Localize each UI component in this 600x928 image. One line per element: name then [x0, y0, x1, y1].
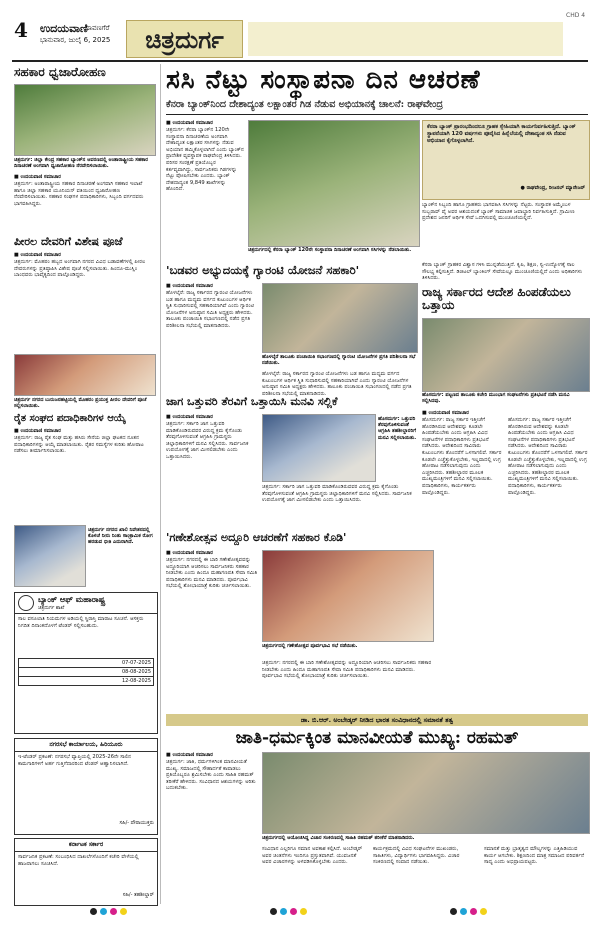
bottom-headline: ಜಾತಿ-ಧರ್ಮಕ್ಕಿಂತ ಮಾನವೀಯತೆ ಮುಖ್ಯ: ರಹಮತ್ [235, 728, 519, 748]
news-photo [14, 525, 86, 587]
notice-body: ಸಾರ್ವಜನಿಕ ಪ್ರಕಟಣೆ: ಸಂಬಂಧಿಸಿದ ದಾಖಲೆಗಳೊಂದಿಗೆ ಕಚೇರಿ ವೇಳೆಯಲ್ಲಿ ಹಾಜರಾಗಲು ಸೂಚಿಸಿದೆ. [18, 854, 139, 867]
story-byline: ■ ಉದಯವಾಣಿ ಸಮಾಚಾರ [422, 410, 469, 416]
quote-attribution: ● ರಾಘವೇಂದ್ರ, ರೀಜನಲ್ ಮ್ಯಾನೇಜರ್ [520, 185, 585, 191]
story-byline: ■ ಉದಯವಾಣಿ ಸಮಾಚಾರ [14, 174, 61, 180]
news-photo [14, 354, 156, 396]
bank-logo-icon [18, 595, 34, 611]
story-body: ಚಿತ್ರದುರ್ಗ: ರಾಜ್ಯ ರೈತ ಸಂಘ ಮತ್ತು ಹಸಿರು ಸೇನೆಯ ಜಿಲ್ಲಾ ಘಟಕದ ನೂತನ ಪದಾಧಿಕಾರಿಗಳನ್ನು ಆಯ್ಕೆ ಮಾಡಲಾಯಿತು. ರೈತರ ಸಮಸ್ಯೆಗಳ ಕುರಿತು ಹೋರಾಟ ನಡೆಸಲು ತೀರ್ಮಾನಿಸಲಾಯಿತು. [14, 435, 144, 455]
pull-quote [422, 120, 590, 200]
story-body: ಚಿತ್ರದುರ್ಗ: ಜಾತಿ, ಧರ್ಮಗಳಿಗಿಂತ ಮಾನವೀಯತೆ ಮುಖ್ಯ. ಸಮಾಜದಲ್ಲಿ ಸೌಹಾರ್ದತೆ ಕಾಪಾಡಲು ಪ್ರತಿಯೊಬ್ಬರೂ ಶ್ರಮಿಸಬೇಕು ಎಂದು ಸಾಹಿತಿ ರಹಮತ್ ತರೀಕೆರೆ ಹೇಳಿದರು. ಸಂವಿಧಾನದ ಆಶಯಗಳನ್ನು ಅರಿತು ಬದುಕಬೇಕು. [166, 759, 256, 792]
story-body-continued: ಚಿತ್ರದುರ್ಗ: ಸರ್ಕಾರಿ ಜಾಗ ಒತ್ತುವರಿ ಮಾಡಿಕೊಂಡಿರುವವರ ವಿರುದ್ಧ ಕ್ರಮ ಕೈಗೊಂಡು ತೆರವುಗೊಳಿಸುವಂತೆ ಆಗ್ರಹಿಸಿ ಗ್ರಾಮಸ್ಥರು ಜಿಲ್ಲಾಧಿಕಾರಿಗಳಿಗೆ ಮನವಿ ಸಲ್ಲಿಸಿದರು. ಸಾರ್ವಜನಿಕ ಉಪಯೋಗಕ್ಕೆ ಜಾಗ ಮೀಸಲಿಡಬೇಕು ಎಂದು ಒತ್ತಾಯಿಸಿದರು. [262, 484, 412, 504]
notice-title: ಕರ್ನಾಟಕ ಸರ್ಕಾರ [15, 839, 157, 852]
notice-date: 08-08-2025 [19, 668, 153, 677]
story-body-continued: ಸಂವಿಧಾನ ಎಲ್ಲರಿಗೂ ಸಮಾನ ಅವಕಾಶ ಕಲ್ಪಿಸಿದೆ. ಅಂಬೇಡ್ಕರ್ ಅವರ ಚಿಂತನೆಗಳು ಇಂದಿಗೂ ಪ್ರಸ್ತುತವಾಗಿವೆ. ಯುವಜನತೆ ಅವರ ವಿಚಾರಗಳನ್ನು ಅಳವಡಿಸಿಕೊಳ್ಳಬೇಕು ಎಂದರು. [262, 846, 363, 866]
lead-rule [166, 114, 588, 115]
notice-signature: ಸಹಿ/- ತಹಶೀಲ್ದಾರ್ [122, 892, 154, 898]
story-body: ಚಿತ್ರದುರ್ಗ: ನಗರದಲ್ಲಿ ಈ ಬಾರಿ ಗಣೇಶೋತ್ಸವವನ್ನು ಅದ್ದೂರಿಯಾಗಿ ಆಚರಿಸಲು ಸಾರ್ವಜನಿಕರು ಸಹಕಾರ ನೀಡಬೇಕು ಎಂದು ಹಿಂದೂ ಮಹಾಗಣಪತಿ ಸೇವಾ ಸಮಿತಿ ಪದಾಧಿಕಾರಿಗಳು ಮನವಿ ಮಾಡಿದರು. ಪೂರ್ವಭಾವಿ ಸಭೆಯಲ್ಲಿ ಶೋಭಾಯಾತ್ರೆ ಕುರಿತು ಚರ್ಚಿಸಲಾಯಿತು. [166, 557, 258, 590]
page-number: 4 [14, 18, 28, 42]
story-byline: ■ ಉದಯವಾಣಿ ಸಮಾಚಾರ [166, 283, 213, 289]
story-body-continued: ಚಿತ್ರದುರ್ಗ: ನಗರದಲ್ಲಿ ಈ ಬಾರಿ ಗಣೇಶೋತ್ಸವವನ್ನು ಅದ್ದೂರಿಯಾಗಿ ಆಚರಿಸಲು ಸಾರ್ವಜನಿಕರು ಸಹಕಾರ ನೀಡಬೇಕು ಎಂದು ಹಿಂದೂ ಮಹಾಗಣಪತಿ ಸೇವಾ ಸಮಿತಿ ಪದಾಧಿಕಾರಿಗಳು ಮನವಿ ಮಾಡಿದರು. ಪೂರ್ವಭಾವಿ ಸಭೆಯಲ್ಲಿ ಶೋಭಾಯಾತ್ರೆ ಕುರಿತು ಚರ್ಚಿಸಲಾಯಿತು. [262, 660, 432, 680]
story-body: ಹೊಸದುರ್ಗ: ರಾಜ್ಯ ಸರ್ಕಾರ ಇತ್ತೀಚೆಗೆ ಹೊರಡಿಸಿರುವ ಆದೇಶವನ್ನು ಕೂಡಲೇ ಹಿಂಪಡೆಯಬೇಕು ಎಂದು ಆಗ್ರಹಿಸಿ ವಿವಿಧ ಸಂಘಟನೆಗಳ ಪದಾಧಿಕಾರಿಗಳು ಪ್ರತಿಭಟನೆ ನಡೆಸಿದರು. ಆದೇಶದಿಂದ ಸಾವಿರಾರು ಕುಟುಂಬಗಳು ತೊಂದರೆಗೆ ಒಳಗಾಗಲಿವೆ. ಸರ್ಕಾರ ಕೂಡಲೇ ಎಚ್ಚೆತ್ತುಕೊಳ್ಳಬೇಕು, ಇಲ್ಲವಾದಲ್ಲಿ ಉಗ್ರ ಹೋರಾಟ ನಡೆಸಲಾಗುವುದು ಎಂದು ಎಚ್ಚರಿಸಿದರು. ತಹಶೀಲ್ದಾರರ ಮೂಲಕ ಮುಖ್ಯಮಂತ್ರಿಗಳಿಗೆ ಮನವಿ ಸಲ್ಲಿಸಲಾಯಿತು. ಪದಾಧಿಕಾರಿಗಳು, ಕಾರ್ಯಕರ್ತರು ಪಾಲ್ಗೊಂಡಿದ್ದರು. [422, 417, 502, 496]
photo-caption: ಚಿತ್ರದುರ್ಗ: ಜಿಲ್ಲಾ ಕೇಂದ್ರ ಸಹಕಾರ ಬ್ಯಾಂಕ್‌ನ ಆವರಣದಲ್ಲಿ ಅಂತಾರಾಷ್ಟ್ರೀಯ ಸಹಕಾರ ದಿನಾಚರಣೆ ಅಂಗವಾಗಿ ಧ್ವಜಾರೋಹಣ ನೆರವೇರಿಸಲಾಯಿತು. [14, 157, 149, 170]
registration-marks [450, 908, 487, 915]
story-byline: ■ ಉದಯವಾಣಿ ಸಮಾಚಾರ [14, 428, 61, 434]
story-headline: ರೈತ ಸಂಘದ ಪದಾಧಿಕಾರಿಗಳ ಆಯ್ಕೆ [14, 413, 126, 424]
bottom-kicker: ಡಾ. ಬಿ.ಆರ್. ಅಂಬೇಡ್ಕರ್ ನೀಡಿದ ಭಾರತ ಸಂವಿಧಾನದಲ್ಲಿ ಸಮಾನತೆ ತತ್ವ [300, 716, 454, 724]
bank-name: ಬ್ಯಾಂಕ್ ಆಫ್ ಮಹಾರಾಷ್ಟ್ರ [38, 595, 105, 604]
lead-caption: ಚಿತ್ರದುರ್ಗದಲ್ಲಿ ಕೆನರಾ ಬ್ಯಾಂಕ್ 120ನೇ ಸಂಸ್ಥಾಪನಾ ದಿನಾಚರಣೆ ಅಂಗವಾಗಿ ಸಸಿಗಳನ್ನು ನೆಡಲಾಯಿತು. [248, 247, 412, 253]
bottom-kicker-strip [166, 714, 588, 726]
news-photo [262, 283, 418, 353]
story-byline: ■ ಉದಯವಾಣಿ ಸಮಾಚಾರ [14, 252, 61, 258]
story-byline: ■ ಉದಯವಾಣಿ ಸಮಾಚಾರ [166, 550, 213, 556]
municipal-notice [14, 738, 158, 835]
photo-caption: ಹೊಸದುರ್ಗ: ಒತ್ತುವರಿ ತೆರವುಗೊಳಿಸುವಂತೆ ಆಗ್ರಹಿಸಿ ತಹಶೀಲ್ದಾರರಿಗೆ ಮನವಿ ಸಲ್ಲಿಸಲಾಯಿತು. [378, 416, 417, 441]
notice-date: 07-07-2025 [19, 659, 153, 668]
photo-caption: ಹೊಸದುರ್ಗ: ಪಟ್ಟಣದ ತಾಲೂಕು ಕಚೇರಿ ಮುಂಭಾಗ ಸಂಘಟನೆಗಳು ಪ್ರತಿಭಟನೆ ನಡೆಸಿ ಮನವಿ ಸಲ್ಲಿಸಿದವು. [422, 392, 570, 405]
story-body: ಚಿತ್ರದುರ್ಗ: ಅಂತಾರಾಷ್ಟ್ರೀಯ ಸಹಕಾರ ದಿನಾಚರಣೆ ಅಂಗವಾಗಿ ಸಹಕಾರ ಇಲಾಖೆ ಹಾಗೂ ಜಿಲ್ಲಾ ಸಹಕಾರ ಯೂನಿಯನ್ ವತಿಯಿಂದ ಧ್ವಜಾರೋಹಣ ನೆರವೇರಿಸಲಾಯಿತು. ಸಹಕಾರ ಸಂಘಗಳ ಪದಾಧಿಕಾರಿಗಳು, ಸಿಬ್ಬಂದಿ ವರ್ಗದವರು ಭಾಗವಹಿಸಿದ್ದರು. [14, 181, 144, 207]
registration-marks [90, 908, 127, 915]
story-headline: 'ಗಣೇಶೋತ್ಸವ ಅದ್ದೂರಿ ಆಚರಣೆಗೆ ಸಹಕಾರ ಕೊಡಿ' [166, 531, 347, 544]
story-body-continued: ಸಮಾನತೆ ಮತ್ತು ಭ್ರಾತೃತ್ವದ ಮೌಲ್ಯಗಳನ್ನು ಎತ್ತಿಹಿಡಿಯುವ ಕಾರ್ಯ ಆಗಬೇಕು. ಶಿಕ್ಷಣದಿಂದ ಮಾತ್ರ ಸಮಾಜದ ಪರಿವರ್ತನೆ ಸಾಧ್ಯ ಎಂದು ಅಭಿಪ್ರಾಯಪಟ್ಟರು. [484, 846, 585, 866]
story-byline: ■ ಉದಯವಾಣಿ ಸಮಾಚಾರ [166, 752, 213, 758]
lead-body-continued: ಕೆನರಾ ಬ್ಯಾಂಕ್ ಗ್ರಾಹಕರ ವಿಶ್ವಾಸ ಗಳಿಸಿ ಮುನ್ನಡೆಯುತ್ತಿದೆ. ಕೃಷಿ, ಶಿಕ್ಷಣ, ಸ್ವ-ಉದ್ಯೋಗಕ್ಕೆ ಸಾಲ ಸೌಲಭ್ಯ ಕಲ್ಪಿಸುತ್ತಿದೆ. ಡಿಜಿಟಲ್ ಬ್ಯಾಂಕಿಂಗ್ ಸೇವೆಯಲ್ಲೂ ಮುಂಚೂಣಿಯಲ್ಲಿದೆ ಎಂದು ಅಧಿಕಾರಿಗಳು ತಿಳಿಸಿದರು. [422, 262, 583, 282]
photo-caption: ಚಿತ್ರದುರ್ಗದಲ್ಲಿ ಗಣೇಶೋತ್ಸವ ಪೂರ್ವಭಾವಿ ಸಭೆ ನಡೆಯಿತು. [262, 643, 358, 649]
photo-caption: ಚಿತ್ರದುರ್ಗ ನಗರದ ಬುರುಜನಹಟ್ಟಿಯಲ್ಲಿ ಮೊಹರಂ ಪ್ರಯುಕ್ತ ಪೀರಲ ದೇವರಿಗೆ ಪೂಜೆ ಸಲ್ಲಿಸಲಾಯಿತು. [14, 397, 147, 410]
story-body-continued: ಕಾರ್ಯಕ್ರಮದಲ್ಲಿ ವಿವಿಧ ಸಂಘಟನೆಗಳ ಮುಖಂಡರು, ಸಾಹಿತಿಗಳು, ವಿದ್ಯಾರ್ಥಿಗಳು ಭಾಗವಹಿಸಿದ್ದರು. ವಿಚಾರ ಸಂಕಿರಣದಲ್ಲಿ ಸಂವಾದ ನಡೆಯಿತು. [373, 846, 460, 866]
story-body: ಚಿತ್ರದುರ್ಗ: ಮೊಹರಂ ಹಬ್ಬದ ಅಂಗವಾಗಿ ನಗರದ ವಿವಿಧ ಬಡಾವಣೆಗಳಲ್ಲಿ ಪೀರಲ ದೇವರುಗಳನ್ನು ಪ್ರತಿಷ್ಠಾಪಿಸಿ ವಿಶೇಷ ಪೂಜೆ ಸಲ್ಲಿಸಲಾಯಿತು. ಹಿಂದೂ-ಮುಸ್ಲಿಂ ಬಾಂಧವರು ಭಾವೈಕ್ಯದಿಂದ ಪಾಲ್ಗೊಂಡಿದ್ದರು. [14, 259, 146, 279]
dateline: ಭಾನುವಾರ, ಜುಲೈ 6, 2025 [40, 36, 111, 44]
news-photo [422, 318, 590, 392]
notice-date: 12-08-2025 [121, 678, 151, 684]
edition-label: ದಾವಣಗೆರೆ [85, 24, 110, 32]
news-photo [262, 550, 434, 642]
section-banner [248, 22, 563, 56]
notice-body: ಇ-ಟೆಂಡರ್ ಪ್ರಕಟಣೆ: ನಗರಸಭೆ ವ್ಯಾಪ್ತಿಯಲ್ಲಿ 2025-26ನೇ ಸಾಲಿನ ಕಾಮಗಾರಿಗಳಿಗೆ ಅರ್ಹ ಗುತ್ತಿಗೆದಾರರಿಂದ ಟೆಂಡರ್ ಆಹ್ವಾನಿಸಲಾಗಿದೆ. [18, 754, 132, 767]
story-body: ಚಿತ್ರದುರ್ಗ: ಸರ್ಕಾರಿ ಜಾಗ ಒತ್ತುವರಿ ಮಾಡಿಕೊಂಡಿರುವವರ ವಿರುದ್ಧ ಕ್ರಮ ಕೈಗೊಂಡು ತೆರವುಗೊಳಿಸುವಂತೆ ಆಗ್ರಹಿಸಿ ಗ್ರಾಮಸ್ಥರು ಜಿಲ್ಲಾಧಿಕಾರಿಗಳಿಗೆ ಮನವಿ ಸಲ್ಲಿಸಿದರು. ಸಾರ್ವಜನಿಕ ಉಪಯೋಗಕ್ಕೆ ಜಾಗ ಮೀಸಲಿಡಬೇಕು ಎಂದು ಒತ್ತಾಯಿಸಿದರು. [166, 421, 249, 460]
news-photo [14, 84, 156, 156]
bank-branch: ಚಿತ್ರದುರ್ಗ ಶಾಖೆ [38, 605, 65, 611]
lead-subhead: ಕೆನರಾ ಬ್ಯಾಂಕ್‌ನಿಂದ ದೇಶಾದ್ಯಂತ ಲಕ್ಷಾಂತರ ಗಿಡ ನೆಡುವ ಅಭಿಯಾನಕ್ಕೆ ಚಾಲನೆ: ರಾಘವೇಂದ್ರ [166, 99, 443, 110]
masthead-rule [12, 60, 588, 62]
paper-name: ಉದಯವಾಣಿ [40, 22, 88, 35]
notice-signature: ಸಹಿ/- ಪೌರಾಯುಕ್ತರು [119, 820, 154, 826]
story-body-continued: ಹೊಳಲ್ಕೆರೆ: ರಾಜ್ಯ ಸರ್ಕಾರದ ಗ್ಯಾರಂಟಿ ಯೋಜನೆಗಳು ಬಡ ಹಾಗೂ ಮಧ್ಯಮ ವರ್ಗದ ಕುಟುಂಬಗಳ ಆರ್ಥಿಕ ಸ್ಥಿತಿ ಸುಧಾರಿಸುವಲ್ಲಿ ಸಹಕಾರಿಯಾಗಿವೆ ಎಂದು ಗ್ಯಾರಂಟಿ ಯೋಜನೆಗಳ ಅನುಷ್ಠಾನ ಸಮಿತಿ ಅಧ್ಯಕ್ಷರು ಹೇಳಿದರು. ತಾಲೂಕು ಪಂಚಾಯಿತಿ ಸಭಾಂಗಣದಲ್ಲಿ ನಡೆದ ಪ್ರಗತಿ ಪರಿಶೀಲನಾ ಸಭೆಯಲ್ಲಿ ಮಾತನಾಡಿದರು. [262, 371, 412, 397]
quote-text: ಕೆನರಾ ಬ್ಯಾಂಕ್ ಪ್ರಾರಂಭದಿಂದಲೂ ಗ್ರಾಹಕ ಸ್ನೇಹಿಯಾಗಿ ಕಾರ್ಯನಿರ್ವಹಿಸುತ್ತಿದೆ. ಬ್ಯಾಂಕ್ ಸ್ಥಾಪನೆಯಾಗಿ 120 ವರ್ಷಗಳು ಪೂರೈಸಿದ ಹಿನ್ನೆಲೆಯಲ್ಲಿ ದೇಶಾದ್ಯಂತ ಸಸಿ ನೆಡುವ ಅಭಿಯಾನ ಕೈಗೊಳ್ಳಲಾಗಿದೆ. [427, 124, 576, 144]
column-rule [160, 64, 161, 904]
story-headline: 'ಬಡವರ ಅಭ್ಯುದಯಕ್ಕೆ ಗ್ಯಾರಂಟಿ ಯೋಜನೆ ಸಹಕಾರಿ' [166, 263, 360, 277]
section-title: ಚಿತ್ರದುರ್ಗ [126, 20, 243, 58]
notice-body: ಸಾಲ ವಸೂಲಾತಿ ನಿಯಮಗಳ ಅಡಿಯಲ್ಲಿ ಸ್ಥಿರಾಸ್ತಿ ಮಾರಾಟ ಸೂಚನೆ. ಆಸಕ್ತರು ನಿಗದಿತ ದಿನಾಂಕದೊಳಗೆ ಟೆಂಡರ್ ಸಲ್ಲಿಸಬಹುದು. [18, 616, 144, 629]
story-byline: ■ ಉದಯವಾಣಿ ಸಮಾಚಾರ [166, 414, 213, 420]
lead-byline: ■ ಉದಯವಾಣಿ ಸಮಾಚಾರ [166, 120, 213, 126]
govt-notice [14, 838, 158, 906]
news-photo [262, 752, 590, 834]
lead-headline: ಸಸಿ ನೆಟ್ಟು ಸಂಸ್ಥಾಪನಾ ದಿನ ಆಚರಣೆ [166, 65, 481, 95]
lead-body: ಚಿತ್ರದುರ್ಗ: ಕೆನರಾ ಬ್ಯಾಂಕ್‌ನ 120ನೇ ಸಂಸ್ಥಾಪನಾ ದಿನಾಚರಣೆಯ ಅಂಗವಾಗಿ ದೇಶಾದ್ಯಂತ ಲಕ್ಷಾಂತರ ಸಸಿಗಳನ್ನು ನೆಡುವ ಅಭಿಯಾನ ಹಮ್ಮಿಕೊಳ್ಳಲಾಗಿದೆ ಎಂದು ಬ್ಯಾಂಕ್‌ನ ಪ್ರಾದೇಶಿಕ ವ್ಯವಸ್ಥಾಪಕ ರಾಘವೇಂದ್ರ ತಿಳಿಸಿದರು. ಪರಿಸರ ಸಂರಕ್ಷಣೆ ಪ್ರತಿಯೊಬ್ಬರ ಕರ್ತವ್ಯವಾಗಿದ್ದು, ಸಾರ್ವಜನಿಕರು ಗಿಡಗಳನ್ನು ನೆಟ್ಟು ಪೋಷಿಸಬೇಕು ಎಂದರು. ಬ್ಯಾಂಕ್ ದೇಶದಾದ್ಯಂತ 9,849 ಶಾಖೆಗಳನ್ನು ಹೊಂದಿದೆ. [166, 127, 244, 193]
photo-caption: ಚಿತ್ರದುರ್ಗ ನಗರದ ಖಾಲಿ ನಿವೇಶನದಲ್ಲಿ ಕೊಳಚೆ ನೀರು ನಿಂತು ಸಾಂಕ್ರಾಮಿಕ ರೋಗ ಹರಡುವ ಭೀತಿ ಎದುರಾಗಿದೆ. [88, 527, 153, 546]
lead-photo [248, 120, 420, 247]
registration-marks [270, 908, 307, 915]
bank-notice [14, 592, 158, 734]
lead-body-continued: ಬ್ಯಾಂಕ್‌ನ ಸಿಬ್ಬಂದಿ ಹಾಗೂ ಗ್ರಾಹಕರು ಭಾಗವಹಿಸಿ ಸಸಿಗಳನ್ನು ನೆಟ್ಟರು. ಸಂಸ್ಥಾಪಕ ಅಮ್ಮೆಂಬಳ ಸುಬ್ಬರಾವ್ ಪೈ ಅವರ ಆಶಯದಂತೆ ಬ್ಯಾಂಕ್ ಸಾಮಾಜಿಕ ಜವಾಬ್ದಾರಿ ನಿರ್ವಹಿಸುತ್ತಿದೆ. ಗ್ರಾಮೀಣ ಪ್ರದೇಶದ ಜನರಿಗೆ ಆರ್ಥಿಕ ಸೇವೆ ಒದಗಿಸುವಲ್ಲಿ ಮುಂಚೂಣಿಯಲ್ಲಿದೆ. [422, 202, 575, 222]
news-photo [262, 414, 376, 482]
photo-caption: ಹೊಳಲ್ಕೆರೆ ತಾಲೂಕು ಪಂಚಾಯಿತಿ ಸಭಾಂಗಣದಲ್ಲಿ ಗ್ಯಾರಂಟಿ ಯೋಜನೆಗಳ ಪ್ರಗತಿ ಪರಿಶೀಲನಾ ಸಭೆ ನಡೆಯಿತು. [262, 354, 416, 367]
story-headline: ಪೀರಲ ದೇವರಿಗೆ ವಿಶೇಷ ಪೂಜೆ [14, 235, 123, 248]
story-headline: ಜಾಗ ಒತ್ತುವರಿ ತೆರವಿಗೆ ಒತ್ತಾಯಿಸಿ ಮನವಿ ಸಲ್ಲಿಕೆ [166, 395, 338, 408]
notice-title: ನಗರಸಭೆ ಕಾರ್ಯಾಲಯ, ಹಿರಿಯೂರು [15, 739, 157, 752]
story-headline: ಸಹಕಾರ ಧ್ವಜಾರೋಹಣ [14, 65, 106, 79]
story-body: ಹೊಳಲ್ಕೆರೆ: ರಾಜ್ಯ ಸರ್ಕಾರದ ಗ್ಯಾರಂಟಿ ಯೋಜನೆಗಳು ಬಡ ಹಾಗೂ ಮಧ್ಯಮ ವರ್ಗದ ಕುಟುಂಬಗಳ ಆರ್ಥಿಕ ಸ್ಥಿತಿ ಸುಧಾರಿಸುವಲ್ಲಿ ಸಹಕಾರಿಯಾಗಿವೆ ಎಂದು ಗ್ಯಾರಂಟಿ ಯೋಜನೆಗಳ ಅನುಷ್ಠಾನ ಸಮಿತಿ ಅಧ್ಯಕ್ಷರು ಹೇಳಿದರು. ತಾಲೂಕು ಪಂಚಾಯಿತಿ ಸಭಾಂಗಣದಲ್ಲಿ ನಡೆದ ಪ್ರಗತಿ ಪರಿಶೀಲನಾ ಸಭೆಯಲ್ಲಿ ಮಾತನಾಡಿದರು. [166, 290, 255, 329]
photo-caption: ಚಿತ್ರದುರ್ಗದಲ್ಲಿ ಆಯೋಜಿಸಿದ್ದ ವಿಚಾರ ಸಂಕಿರಣದಲ್ಲಿ ಸಾಹಿತಿ ರಹಮತ್ ತರೀಕೆರೆ ಮಾತನಾಡಿದರು. [262, 835, 415, 841]
story-headline: ರಾಜ್ಯ ಸರ್ಕಾರದ ಆದೇಶ ಹಿಂಪಡೆಯಲು ಒತ್ತಾಯ [422, 285, 571, 313]
page-code: CHD 4 [566, 12, 586, 19]
story-body-continued: ಹೊಸದುರ್ಗ: ರಾಜ್ಯ ಸರ್ಕಾರ ಇತ್ತೀಚೆಗೆ ಹೊರಡಿಸಿರುವ ಆದೇಶವನ್ನು ಕೂಡಲೇ ಹಿಂಪಡೆಯಬೇಕು ಎಂದು ಆಗ್ರಹಿಸಿ ವಿವಿಧ ಸಂಘಟನೆಗಳ ಪದಾಧಿಕಾರಿಗಳು ಪ್ರತಿಭಟನೆ ನಡೆಸಿದರು. ಆದೇಶದಿಂದ ಸಾವಿರಾರು ಕುಟುಂಬಗಳು ತೊಂದರೆಗೆ ಒಳಗಾಗಲಿವೆ. ಸರ್ಕಾರ ಕೂಡಲೇ ಎಚ್ಚೆತ್ತುಕೊಳ್ಳಬೇಕು, ಇಲ್ಲವಾದಲ್ಲಿ ಉಗ್ರ ಹೋರಾಟ ನಡೆಸಲಾಗುವುದು ಎಂದು ಎಚ್ಚರಿಸಿದರು. ತಹಶೀಲ್ದಾರರ ಮೂಲಕ ಮುಖ್ಯಮಂತ್ರಿಗಳಿಗೆ ಮನವಿ ಸಲ್ಲಿಸಲಾಯಿತು. ಪದಾಧಿಕಾರಿಗಳು, ಕಾರ್ಯಕರ್ತರು ಪಾಲ್ಗೊಂಡಿದ್ದರು. [508, 417, 588, 496]
